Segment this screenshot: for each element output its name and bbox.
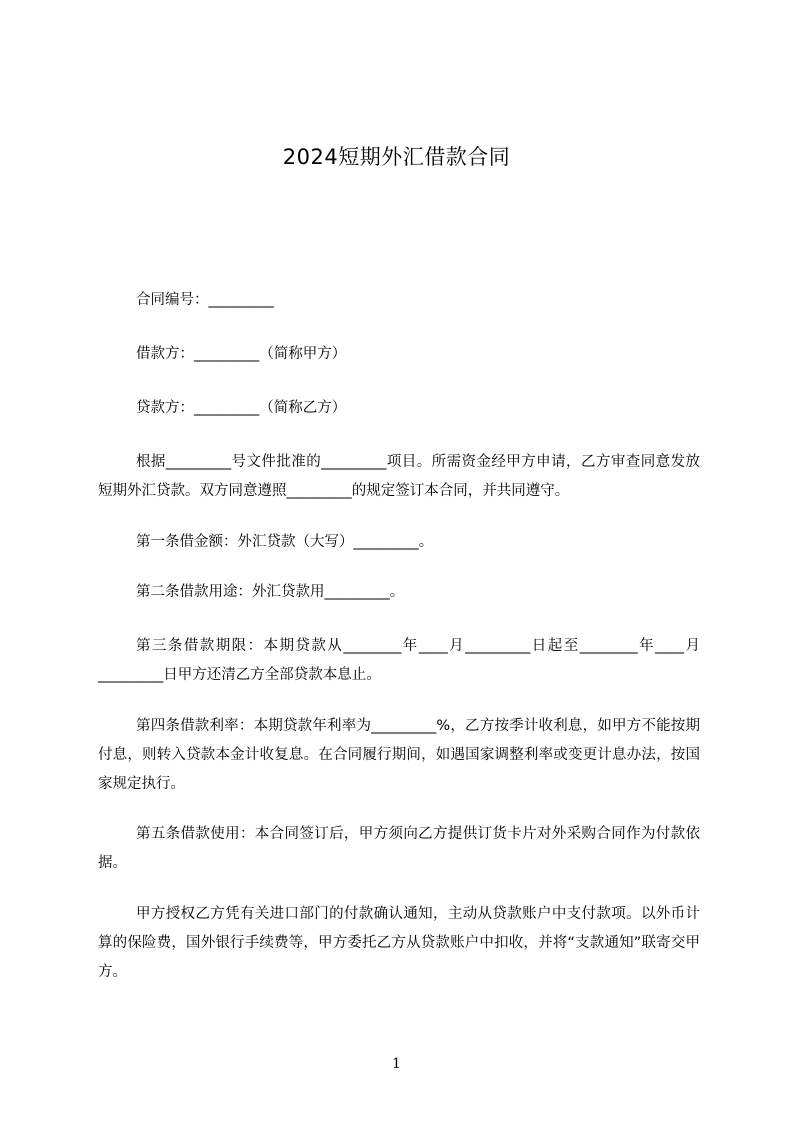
article-4-interest-rate: 第四条借款利率：本期贷款年利率为_________%，乙方按季计收利息，如甲方不能按期付息，则转入贷款本金计收复息。在合同履行期间，如遇国家调整利率或变更计息办法，按国家规定执行。 <box>98 718 700 792</box>
lender-line: 贷款方：_________（简称乙方） <box>136 400 347 416</box>
article-3-term: 第三条借款期限：本期贷款从________年____月_________日起至________年____月_________日甲方还清乙方全部贷款本息止。 <box>98 638 700 683</box>
document-title: 2024短期外汇借款合同 <box>282 145 511 169</box>
article-5-continued: 甲方授权乙方凭有关进口部门的付款确认通知，主动从贷款账户中支付款项。以外币计算的保险费，国外银行手续费等，甲方委托乙方从贷款账户中扣收，并将“支款通知”联寄交甲方。 <box>98 906 700 980</box>
article-2-purpose: 第二条借款用途：外汇贷款用_________。 <box>136 584 405 600</box>
contract-number-line: 合同编号：_________ <box>136 292 274 308</box>
page-number: 1 <box>392 1056 401 1072</box>
borrower-line: 借款方：_________（简称甲方） <box>136 346 347 362</box>
article-5-usage: 第五条借款使用：本合同签订后，甲方须向乙方提供订货卡片对外采购合同作为付款依据。 <box>98 826 700 871</box>
article-1-amount: 第一条借金额：外汇贷款（大写）_________。 <box>136 534 434 550</box>
preamble-paragraph: 根据_________号文件批准的_________项目。所需资金经甲方申请，乙方审查同意发放短期外汇贷款。双方同意遵照_________的规定签订本合同，并共同遵守。 <box>98 454 700 499</box>
